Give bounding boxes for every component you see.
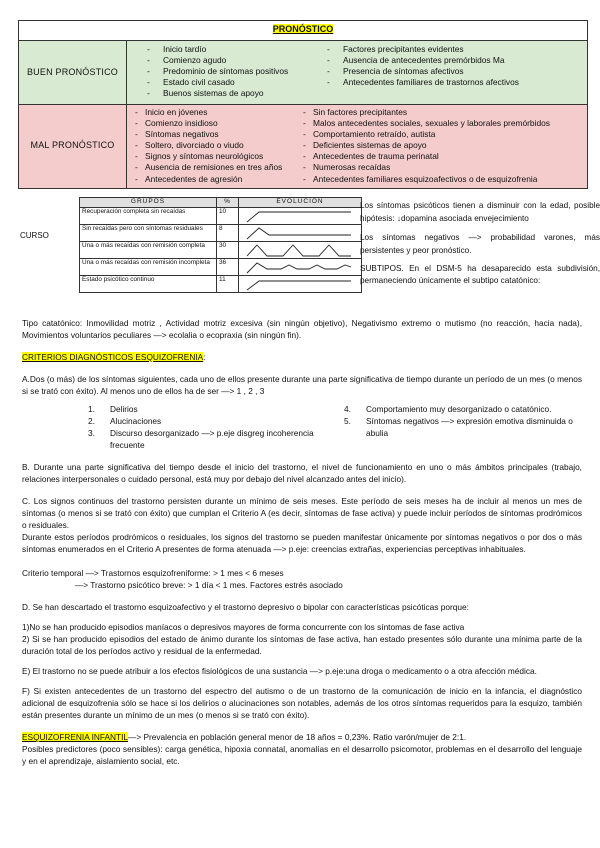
criterion-d2: 2) Si se han producido episodios del estado de ánimo durante los síntomas de fase activa, han estado presentes sólo durante una mínima parte de la duración total de los períodos activo y residual de la enfermedad. <box>22 633 582 656</box>
good-prognosis-item: - Factores precipitantes evidentes <box>327 44 581 55</box>
good-prognosis-row <box>19 41 588 105</box>
prognosis-table <box>18 20 588 189</box>
curso-pct: 30 <box>217 241 239 258</box>
curso-note-subtypes: SUBTIPOS. En el DSM-5 ha desaparecido esta subdivisión, permaneciendo únicamente el subtipo catatónico: <box>360 264 600 286</box>
bad-prognosis-item: - Inicio en jóvenes <box>135 107 303 118</box>
temporal-criterion-1: Criterio temporal —> Trastornos esquizofreniforme: > 1 mes < 6 meses <box>22 567 284 578</box>
evolution-graph <box>239 275 362 292</box>
criterion-a: A.Dos (o más) de los síntomas siguientes, cada uno de ellos presente durante una parte significativa de tiempo durante un período de un mes (o menos si se trató con éxito). Al menos uno de ellos ha de ser —> 1 , 2 , 3 <box>22 373 582 396</box>
bad-prognosis-item: - Comportamiento retraído, autista <box>303 129 581 140</box>
good-prognosis-item: - Ausencia de antecedentes premórbidos Ma <box>327 55 581 66</box>
good-prognosis-item: - Presencia de síntomas afectivos <box>327 66 581 77</box>
symptom-text: Alucinaciones <box>110 415 162 426</box>
criterion-e: E) El trastorno no se puede atribuir a los efectos fisiológicos de una sustancia —> p.eje:una droga o medicamento o a otra afección médica. <box>22 666 537 676</box>
curso-header-pct: % <box>217 197 239 207</box>
infantil-prevalence: —> Prevalencia en población general menor de 18 años = 0,23%. Ratio varón/mujer de 2:1. <box>128 732 467 743</box>
good-prognosis-label: BUEN PRONÓSTICO <box>19 41 127 105</box>
symptom-number: 3. <box>88 427 95 438</box>
bad-prognosis-item: - Malos antecedentes sociales, sexuales y laborales premórbidos <box>303 118 581 129</box>
symptom-number: 2. <box>88 415 95 426</box>
symptom-item <box>344 403 582 415</box>
symptom-list-right <box>328 403 582 451</box>
symptom-number: 5. <box>344 415 351 426</box>
good-prognosis-item: - Estado civil casado <box>147 77 327 88</box>
curso-group: Una o más recaídas con remisión incompleta <box>80 258 217 275</box>
curso-pct: 11 <box>217 275 239 292</box>
bad-prognosis-row <box>19 105 588 189</box>
symptom-item <box>344 415 582 439</box>
good-prognosis-col2 <box>327 44 581 99</box>
symptom-item <box>88 427 328 451</box>
symptom-list-left <box>88 403 328 451</box>
symptom-text: Discurso desorganizado —> p.eje disgreg incoherencia frecuente <box>110 427 314 450</box>
bad-prognosis-item: - Síntomas negativos <box>135 129 303 140</box>
bad-prognosis-item: - Antecedentes de trauma perinatal <box>303 151 581 162</box>
infantil-heading: ESQUIZOFRENIA INFANTIL <box>22 732 129 743</box>
curso-row <box>80 224 362 241</box>
symptom-text: Comportamiento muy desorganizado o catatónico. <box>366 403 552 414</box>
curso-section <box>20 197 600 317</box>
bad-prognosis-item: - Sin factores precipitantes <box>303 107 581 118</box>
curso-note-negative: Los síntomas negativos —> probabilidad varones, más persistentes y peor pronóstico. <box>360 232 600 256</box>
infantil-predictors: Posibles predictores (poco sensibles): carga genética, hipoxia connatal, anomalías en el desarrollo psicomotor, problemas en el desarrollo del lenguaje y en el aprendizaje, aislamiento social, etc. <box>22 744 582 767</box>
curso-row <box>80 207 362 224</box>
curso-group: Sin recaídas pero con síntomas residuales <box>80 224 217 241</box>
curso-group: Una o más recaídas con remisión completa <box>80 241 217 258</box>
curso-pct: 10 <box>217 207 239 224</box>
good-prognosis-item: - Buenos sistemas de apoyo <box>147 88 327 99</box>
bad-prognosis-item: - Antecedentes familiares esquizoafectivos o de esquizofrenia <box>303 174 581 185</box>
symptom-item <box>88 415 328 427</box>
bad-prognosis-col1 <box>135 107 303 185</box>
prognosis-title: PRONÓSTICO <box>272 24 334 34</box>
evolution-graph <box>239 224 362 241</box>
good-prognosis-col1 <box>147 44 327 99</box>
curso-header-evolution: EVOLUCION <box>239 197 362 207</box>
curso-table <box>79 197 362 293</box>
curso-note-age: Los síntomas psicóticos tienen a disminuir con la edad, posible hipótesis: ↓dopamina asociada envejecimiento <box>360 200 600 223</box>
bad-prognosis-item: - Soltero, divorciado o viudo <box>135 140 303 151</box>
bad-prognosis-item: - Numerosas recaídas <box>303 162 581 173</box>
curso-row <box>80 275 362 292</box>
curso-label: CURSO <box>20 230 49 240</box>
evolution-graph <box>239 258 362 275</box>
criterion-c-detail: Durante estos períodos prodrómicos o residuales, los signos del trastorno se pueden manifestar únicamente por síntomas negativos o por dos o más síntomas enumerados en el Criterio A presentes de forma atenuada —> p.eje: creencias extrañas, experiencias perceptivas inhabituales. <box>22 531 582 554</box>
good-prognosis-item: - Antecedentes familiares de trastornos afectivos <box>327 77 581 88</box>
criterion-d: D. Se han descartado el trastorno esquizoafectivo y el trastorno depresivo o bipolar con características psicóticas porque: <box>22 601 469 612</box>
curso-pct: 36 <box>217 258 239 275</box>
symptom-text: Delirios <box>110 403 138 414</box>
temporal-criterion-2: —> Trastorno psicótico breve: > 1 día < 1 mes. Factores estrés asociado <box>75 579 343 590</box>
prognosis-title-cell <box>19 21 588 41</box>
criteria-heading-suffix: : <box>203 351 206 362</box>
curso-row <box>80 258 362 275</box>
bad-prognosis-item: - Signos y síntomas neurológicos <box>135 151 303 162</box>
bad-prognosis-label: MAL PRONÓSTICO <box>19 105 127 189</box>
good-prognosis-item: - Inicio tardío <box>147 44 327 55</box>
criterion-f: F) Si existen antecedentes de un trastorno del espectro del autismo o de un trastorno de la comunicación de inicio en la infancia, el diagnóstico adicional de esquizofrenia sólo se hace si los delirios o alucinaciones son notables, además de los otros síntomas requeridos para la esquizo, también están presentes durante un mínimo de un mes (o menos si se trató con éxito). <box>22 686 582 721</box>
criteria-heading-line <box>22 351 582 363</box>
symptom-list <box>22 403 582 451</box>
curso-notes <box>360 199 600 293</box>
bad-prognosis-item: - Comienzo insidioso <box>135 118 303 129</box>
evolution-graph <box>239 207 362 224</box>
infantil-line <box>22 731 582 743</box>
good-prognosis-item: - Comienzo agudo <box>147 55 327 66</box>
bad-prognosis-items <box>127 105 588 189</box>
bad-prognosis-col2 <box>303 107 581 185</box>
criterion-d1: 1)No se han producido episodios maníacos o depresivos mayores de forma concurrente con los síntomas de fase activa <box>22 621 465 632</box>
curso-row <box>80 241 362 258</box>
symptom-number: 1. <box>88 403 95 414</box>
criteria-heading: CRITERIOS DIAGNÓSTICOS ESQUIZOFRENIA <box>22 351 204 362</box>
symptom-text: Síntomas negativos —> expresión emotiva disminuida o abulia <box>366 415 573 438</box>
good-prognosis-item: - Predominio de síntomas positivos <box>147 66 327 77</box>
symptom-number: 4. <box>344 403 351 414</box>
evolution-graph <box>239 241 362 258</box>
criterion-b: B. Durante una parte significativa del tiempo desde el inicio del trastorno, el nivel de funcionamiento en uno o más ámbitos principales (trabajo, relaciones interpersonales o cuidado personal, está muy por debajo del nivel alcanzado antes del inicio). <box>22 461 582 484</box>
symptom-item <box>88 403 328 415</box>
curso-pct: 8 <box>217 224 239 241</box>
bad-prognosis-item: - Deficientes sistemas de apoyo <box>303 140 581 151</box>
catatonic-paragraph: Tipo catatónico: Inmovilidad motriz , Actividad motriz excesiva (sin ningún objetivo), Negativismo extremo o mutismo (no reacción, hacia nada), Movimientos voluntarios peculiares —> ecolalia o ecopraxia (sin ningún fin). <box>22 317 582 340</box>
curso-group: Estado psicótico continuo <box>80 275 217 292</box>
curso-header-groups: GRUPOS <box>80 197 217 207</box>
bad-prognosis-item: - Antecedentes de agresión <box>135 174 303 185</box>
bad-prognosis-item: - Ausencia de remisiones en tres años <box>135 162 303 173</box>
curso-group: Recuperación completa sin recaídas <box>80 207 217 224</box>
criterion-c: C. Los signos continuos del trastorno persisten durante un mínimo de seis meses. Este período de seis meses ha de incluir al menos un mes de síntomas (o menos si se trató con éxito) que cumplan el Criterio A (es decir, síntomas de fase activa) y puede incluir períodos de síntomas prodrómicos o residuales. <box>22 495 582 530</box>
good-prognosis-items <box>127 41 588 105</box>
